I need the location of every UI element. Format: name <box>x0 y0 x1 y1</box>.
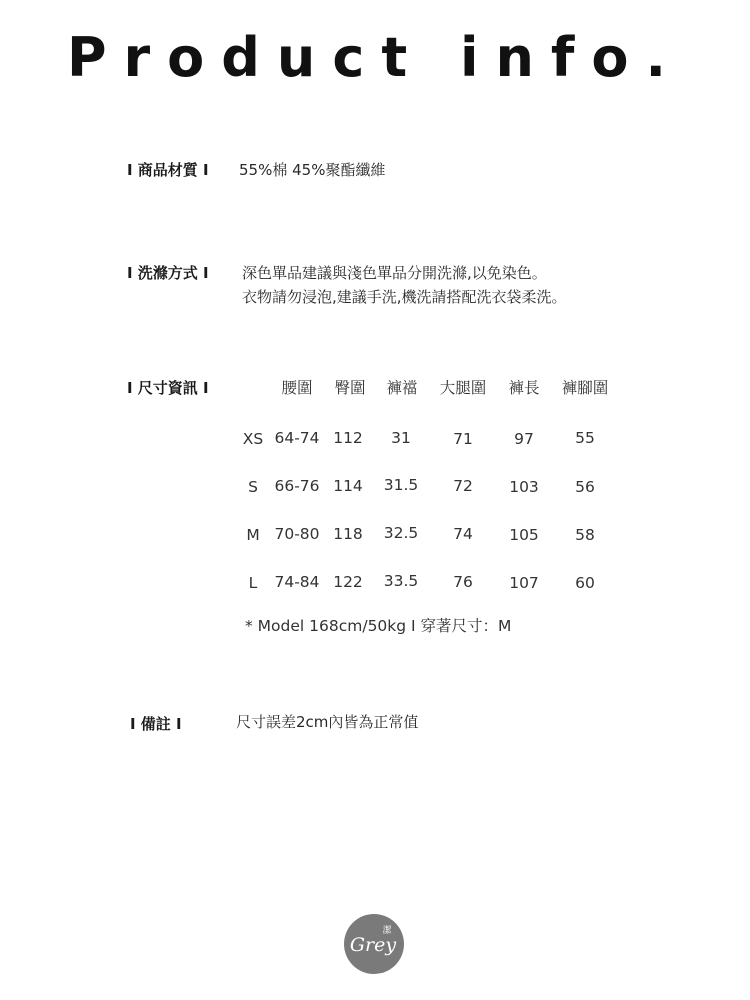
size-row-label: M <box>246 526 260 544</box>
size-label: I 尺寸資訊 I <box>127 379 209 397</box>
size-cell: 33.5 <box>383 572 419 590</box>
size-header-rise: 褲襠 <box>386 379 418 397</box>
size-cell: 107 <box>509 574 539 592</box>
material-value: 55%棉 45%聚酯纖維 <box>239 161 386 179</box>
material-label: I 商品材質 I <box>127 161 209 179</box>
size-cell: 55 <box>575 429 595 447</box>
page-title: Product info. <box>66 26 684 89</box>
size-cell: 114 <box>333 477 363 495</box>
size-header-waist: 腰圍 <box>281 379 313 397</box>
remarks-label: I 備註 I <box>130 715 182 733</box>
size-cell: 71 <box>453 430 473 448</box>
size-cell: 70-80 <box>274 525 320 543</box>
size-cell: 64-74 <box>274 429 320 447</box>
model-note: * Model 168cm/50kg I 穿著尺寸：M <box>245 617 512 635</box>
size-cell: 103 <box>509 478 539 496</box>
size-cell: 105 <box>509 526 539 544</box>
size-header-thigh: 大腿圍 <box>439 379 487 397</box>
size-cell: 66-76 <box>274 477 320 495</box>
size-header-hem: 褲腳圍 <box>561 379 609 397</box>
size-cell: 112 <box>333 429 363 447</box>
size-cell: 31 <box>391 429 411 447</box>
size-header-length: 褲長 <box>508 379 540 397</box>
logo-accent: 潔 <box>382 926 392 936</box>
size-row-label: L <box>248 574 258 592</box>
size-cell: 118 <box>333 525 363 543</box>
brand-logo <box>343 913 405 975</box>
size-cell: 60 <box>575 574 595 592</box>
logo-text: Grey <box>349 934 397 956</box>
size-cell: 122 <box>333 573 363 591</box>
washing-line-1: 深色單品建議與淺色單品分開洗滌,以免染色。 <box>242 264 547 282</box>
size-cell: 32.5 <box>383 524 419 542</box>
size-cell: 76 <box>453 573 473 591</box>
size-cell: 72 <box>453 477 473 495</box>
washing-label: I 洗滌方式 I <box>127 264 209 282</box>
remarks-value: 尺寸誤差2cm內皆為正常值 <box>236 713 419 731</box>
size-cell: 31.5 <box>383 476 419 494</box>
size-cell: 58 <box>575 526 595 544</box>
size-header-hip: 臀圍 <box>334 379 366 397</box>
washing-line-2: 衣物請勿浸泡,建議手洗,機洗請搭配洗衣袋柔洗。 <box>242 288 567 306</box>
size-row-label: XS <box>242 430 264 448</box>
size-row-label: S <box>248 478 258 496</box>
size-cell: 56 <box>575 478 595 496</box>
size-cell: 74-84 <box>274 573 320 591</box>
size-cell: 97 <box>514 430 534 448</box>
size-cell: 74 <box>453 525 473 543</box>
